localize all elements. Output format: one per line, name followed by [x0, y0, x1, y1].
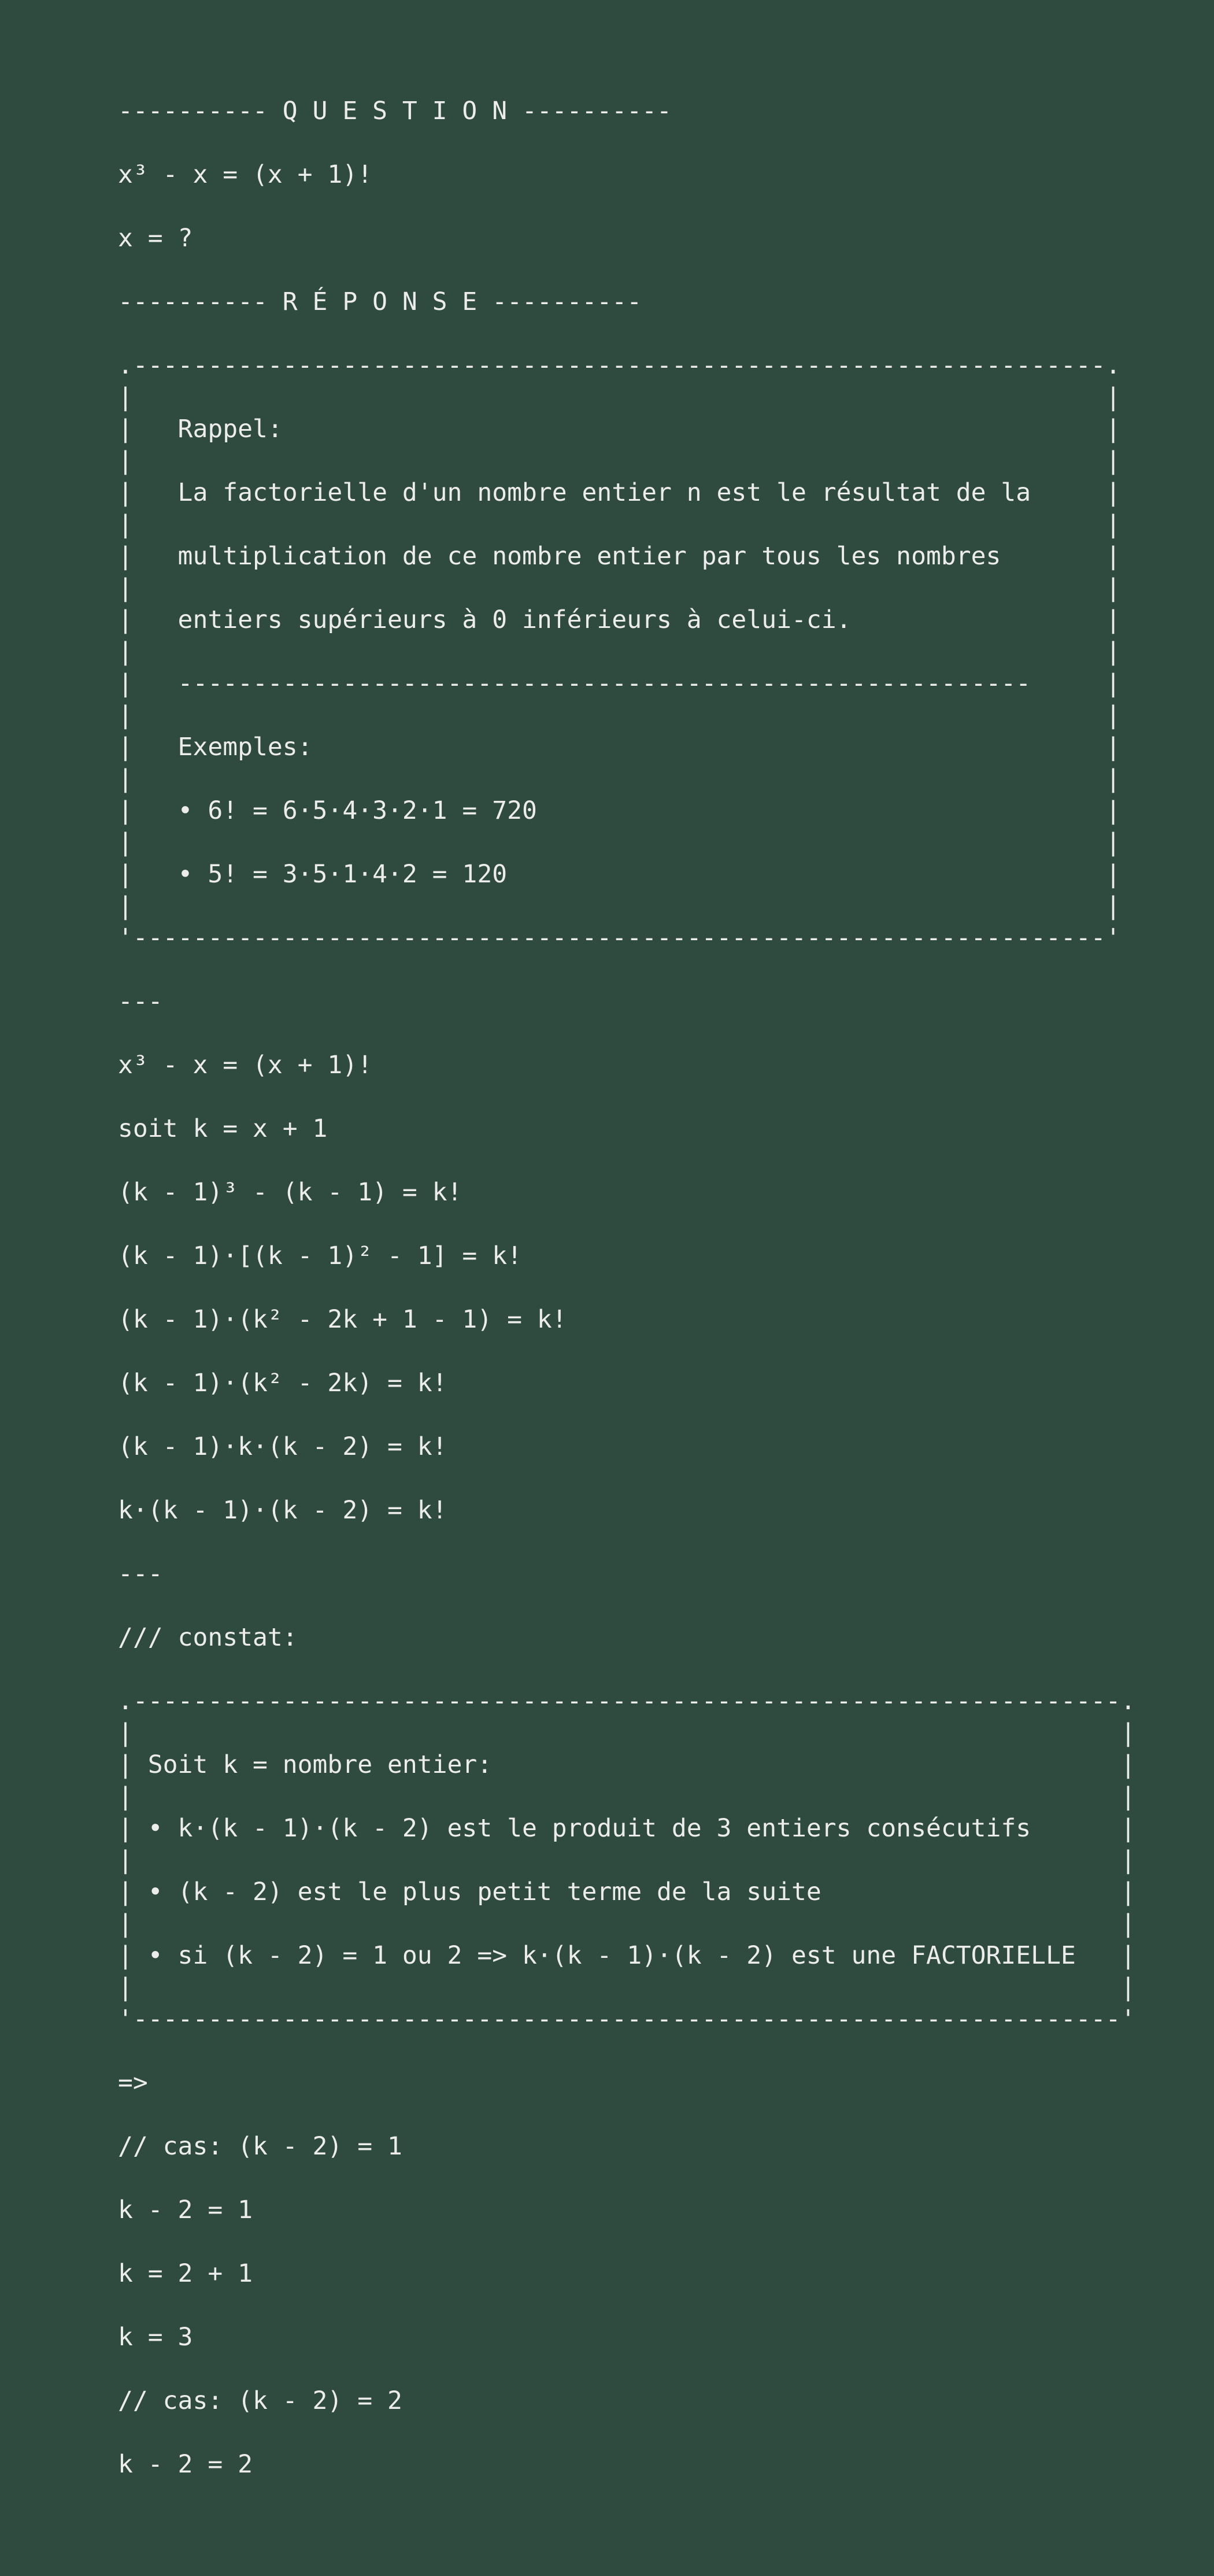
case-line: // cas: (k - 2) = 2 [118, 2386, 402, 2415]
case-line: k = 3 [118, 2323, 193, 2352]
constat-box-line: | | [118, 1782, 1136, 1811]
step-line: (k - 1)·[(k - 1)² - 1] = k! [118, 1241, 522, 1270]
step-line: (k - 1)·(k² - 2k) = k! [118, 1369, 447, 1398]
question-ask: x = ? [118, 224, 193, 253]
reminder-box-line: | | [118, 510, 1121, 539]
constat-label: /// constat: [118, 1623, 298, 1652]
reminder-box-line: .-----------------------------------------------------------------. [118, 351, 1121, 380]
step-line: soit k = x + 1 [118, 1114, 328, 1143]
reminder-box-line: | La factorielle d'un nombre entier n est le résultat de la | [118, 478, 1121, 507]
reminder-box-line: | | [118, 764, 1121, 793]
constat-box-line: .------------------------------------------------------------------. [118, 1687, 1136, 1716]
constat-box-line: | | [118, 1718, 1136, 1747]
question-header: ---------- Q U E S T I O N ---------- [118, 97, 672, 125]
step-line: (k - 1)·k·(k - 2) = k! [118, 1432, 447, 1461]
reminder-box-line: | Rappel: | [118, 415, 1121, 443]
separator: --- [118, 1559, 163, 1588]
step-line: (k - 1)³ - (k - 1) = k! [118, 1178, 462, 1207]
constat-box-line: '------------------------------------------------------------------' [118, 2005, 1136, 2034]
question-equation: x³ - x = (x + 1)! [118, 160, 373, 189]
reminder-box-line: | | [118, 383, 1121, 412]
constat-box-line: | | [118, 1909, 1136, 1938]
reminder-box-line: | | [118, 828, 1121, 857]
reminder-box-line: | • 6! = 6·5·4·3·2·1 = 720 | [118, 796, 1121, 825]
reminder-box-line: | multiplication de ce nombre entier par tous les nombres | [118, 542, 1121, 571]
implies-arrow: => [118, 2068, 148, 2097]
reminder-box-line: | | [118, 701, 1121, 730]
reminder-box-line: | | [118, 637, 1121, 666]
reminder-box-line: | | [118, 892, 1121, 921]
step-line: (k - 1)·(k² - 2k + 1 - 1) = k! [118, 1305, 567, 1334]
constat-box-line: | | [118, 1973, 1136, 2002]
reminder-box-line: | Exemples: | [118, 733, 1121, 762]
reminder-box-line: | --------------------------------------------------------- | [118, 669, 1121, 698]
step-line: x³ - x = (x + 1)! [118, 1051, 373, 1080]
step-line: k·(k - 1)·(k - 2) = k! [118, 1496, 447, 1525]
constat-box-line: | • si (k - 2) = 1 ou 2 => k·(k - 1)·(k - 2) est une FACTORIELLE | [118, 1941, 1136, 1970]
constat-box-line: | • k·(k - 1)·(k - 2) est le produit de 3 entiers consécutifs | [118, 1814, 1136, 1843]
case-line: k - 2 = 1 [118, 2196, 253, 2224]
constat-box-line: | • (k - 2) est le plus petit terme de la suite | [118, 1878, 1136, 1906]
separator: --- [118, 987, 163, 1016]
reminder-box-line: | | [118, 446, 1121, 475]
reminder-box-line: | entiers supérieurs à 0 inférieurs à celui-ci. | [118, 605, 1121, 634]
answer-header: ---------- R É P O N S E ---------- [118, 287, 642, 316]
case-line: // cas: (k - 2) = 1 [118, 2132, 402, 2161]
reminder-box-line: | • 5! = 3·5·1·4·2 = 120 | [118, 860, 1121, 889]
case-line: k - 2 = 2 [118, 2450, 253, 2479]
reminder-box-line: | | [118, 574, 1121, 603]
constat-box-line: | | [118, 1846, 1136, 1875]
case-line: k = 2 + 1 [118, 2259, 253, 2288]
reminder-box-line: '-----------------------------------------------------------------' [118, 923, 1121, 952]
constat-box-line: | Soit k = nombre entier: | [118, 1750, 1136, 1779]
